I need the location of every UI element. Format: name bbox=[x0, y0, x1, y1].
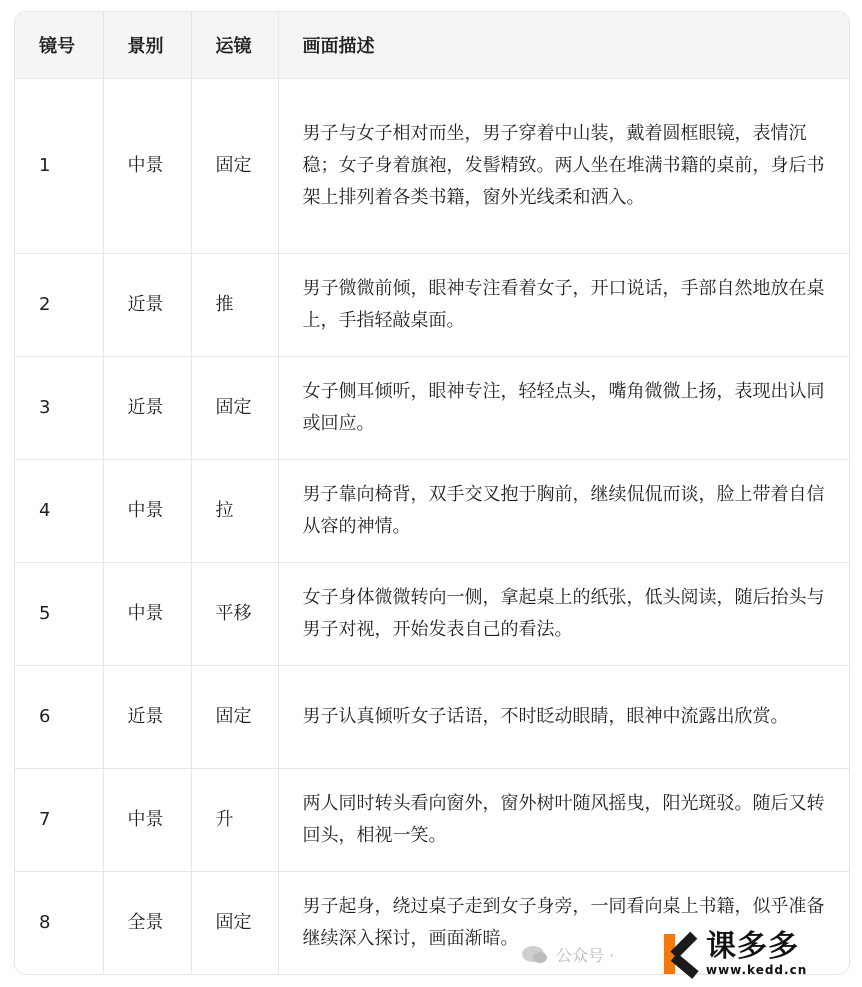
cell-shot-number: 8 bbox=[15, 872, 103, 975]
table-row bbox=[15, 563, 849, 666]
cell-shot-scale: 近景 bbox=[103, 357, 191, 460]
cell-description: 女子身体微微转向一侧，拿起桌上的纸张，低头阅读，随后抬头与男子对视，开始发表自己的看法。 bbox=[278, 563, 849, 666]
header-shot-number: 镜号 bbox=[15, 12, 103, 79]
cell-shot-number: 7 bbox=[15, 769, 103, 872]
cell-shot-number: 1 bbox=[15, 79, 103, 254]
cell-camera-move: 升 bbox=[191, 769, 278, 872]
cell-description: 两人同时转头看向窗外，窗外树叶随风摇曳，阳光斑驳。随后又转回头，相视一笑。 bbox=[278, 769, 849, 872]
k-logo-icon bbox=[660, 930, 702, 978]
table-row bbox=[15, 357, 849, 460]
cell-camera-move: 固定 bbox=[191, 666, 278, 769]
header-shot-scale: 景别 bbox=[103, 12, 191, 79]
table-row bbox=[15, 460, 849, 563]
cell-shot-scale: 近景 bbox=[103, 666, 191, 769]
cell-description: 男子微微前倾，眼神专注看着女子，开口说话，手部自然地放在桌上，手指轻敲桌面。 bbox=[278, 254, 849, 357]
cell-shot-scale: 中景 bbox=[103, 460, 191, 563]
header-camera-move: 运镜 bbox=[191, 12, 278, 79]
table-row bbox=[15, 666, 849, 769]
brand-logo bbox=[660, 930, 807, 978]
cell-shot-number: 3 bbox=[15, 357, 103, 460]
cell-shot-number: 6 bbox=[15, 666, 103, 769]
cell-shot-number: 4 bbox=[15, 460, 103, 563]
cell-camera-move: 拉 bbox=[191, 460, 278, 563]
cell-camera-move: 推 bbox=[191, 254, 278, 357]
cell-shot-number: 2 bbox=[15, 254, 103, 357]
cell-description: 女子侧耳倾听，眼神专注，轻轻点头，嘴角微微上扬，表现出认同或回应。 bbox=[278, 357, 849, 460]
table-row bbox=[15, 254, 849, 357]
brand-url: www.kedd.cn bbox=[706, 963, 808, 977]
cell-description: 男子认真倾听女子话语，不时眨动眼睛，眼神中流露出欣赏。 bbox=[278, 666, 849, 769]
cell-camera-move: 平移 bbox=[191, 563, 278, 666]
brand-name: 课多多 bbox=[706, 929, 799, 964]
storyboard-table-container bbox=[14, 11, 850, 975]
brand-text bbox=[706, 931, 807, 977]
cell-shot-scale: 近景 bbox=[103, 254, 191, 357]
table-row bbox=[15, 769, 849, 872]
table-row bbox=[15, 79, 849, 254]
cell-description: 男子靠向椅背，双手交叉抱于胸前，继续侃侃而谈，脸上带着自信从容的神情。 bbox=[278, 460, 849, 563]
table-header-row bbox=[15, 12, 849, 79]
cell-shot-scale: 中景 bbox=[103, 563, 191, 666]
cell-camera-move: 固定 bbox=[191, 79, 278, 254]
cell-camera-move: 固定 bbox=[191, 357, 278, 460]
storyboard-table bbox=[15, 12, 849, 974]
header-description: 画面描述 bbox=[278, 12, 849, 79]
cell-shot-scale: 中景 bbox=[103, 769, 191, 872]
cell-description: 男子与女子相对而坐，男子穿着中山装，戴着圆框眼镜，表情沉稳；女子身着旗袍，发髻精致。两人坐在堆满书籍的桌前，身后书架上排列着各类书籍，窗外光线柔和洒入。 bbox=[278, 79, 849, 254]
cell-shot-number: 5 bbox=[15, 563, 103, 666]
cell-camera-move: 固定 bbox=[191, 872, 278, 975]
cell-description: 男子起身，绕过桌子走到女子身旁，一同看向桌上书籍，似乎准备继续深入探讨，画面渐暗。 bbox=[302, 896, 825, 949]
wechat-icon bbox=[522, 946, 544, 962]
cell-shot-scale: 中景 bbox=[103, 79, 191, 254]
watermark bbox=[522, 928, 862, 980]
watermark-account-text: 公众号 · bbox=[556, 945, 615, 965]
cell-shot-scale: 全景 bbox=[103, 872, 191, 975]
